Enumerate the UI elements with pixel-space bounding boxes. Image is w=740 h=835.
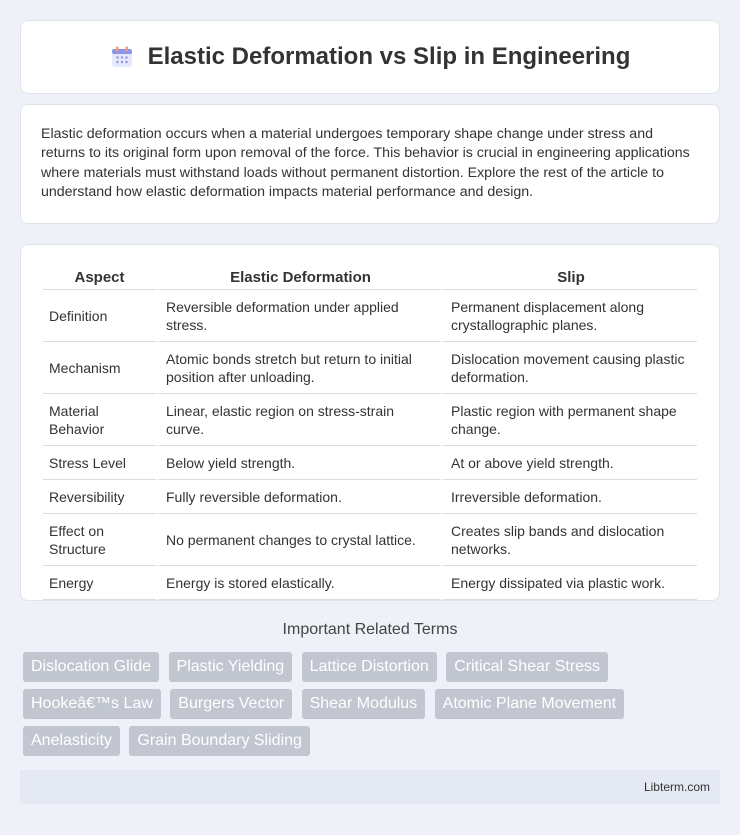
row-slip: Creates slip bands and dislocation networks. [441,514,697,566]
row-elastic: Energy is stored elastically. [156,566,441,600]
row-elastic: Below yield strength. [156,446,441,480]
footer-site-link[interactable]: Libterm.com [643,780,710,794]
row-aspect: Effect on Structure [43,514,156,566]
header-card [20,20,720,94]
row-elastic: No permanent changes to crystal lattice. [156,514,441,566]
row-elastic: Reversible deformation under applied stress. [156,290,441,342]
footer [20,770,720,804]
related-term-tag[interactable]: Burgers Vector [170,689,292,719]
row-elastic: Linear, elastic region on stress-strain curve. [156,394,441,446]
table-row [43,514,697,566]
row-slip: Plastic region with permanent shape change. [441,394,697,446]
row-slip: At or above yield strength. [441,446,697,480]
related-terms-list [23,652,723,763]
row-aspect: Material Behavior [43,394,156,446]
comparison-table [43,265,697,600]
row-slip: Energy dissipated via plastic work. [441,566,697,600]
table-row [43,566,697,600]
related-term-tag[interactable]: Shear Modulus [302,689,426,719]
related-terms-title: Important Related Terms [282,621,458,638]
related-term-tag[interactable]: Grain Boundary Sliding [129,726,310,756]
column-header-aspect: Aspect [43,265,156,290]
row-aspect: Stress Level [43,446,156,480]
row-aspect: Reversibility [43,480,156,514]
row-aspect: Definition [43,290,156,342]
related-term-tag[interactable]: Atomic Plane Movement [435,689,624,719]
row-slip: Permanent displacement along crystallographic planes. [441,290,697,342]
page-title: Elastic Deformation vs Slip in Engineering [147,43,631,70]
related-term-tag[interactable]: Plastic Yielding [169,652,293,682]
row-elastic: Fully reversible deformation. [156,480,441,514]
table-row [43,290,697,342]
row-elastic: Atomic bonds stretch but return to initial position after unloading. [156,342,441,394]
related-term-tag[interactable]: Dislocation Glide [23,652,159,682]
table-row [43,480,697,514]
comparison-card [20,244,720,601]
related-term-tag[interactable]: Hookeâ€™s Law [23,689,161,719]
row-slip: Dislocation movement causing plastic deformation. [441,342,697,394]
table-row [43,394,697,446]
column-header-elastic: Elastic Deformation [156,265,441,290]
row-slip: Irreversible deformation. [441,480,697,514]
table-row [43,342,697,394]
row-aspect: Mechanism [43,342,156,394]
related-term-tag[interactable]: Lattice Distortion [302,652,437,682]
intro-card [20,104,720,224]
intro-text: Elastic deformation occurs when a material undergoes temporary shape change under stress and returns to its original form upon removal of the force. This behavior is crucial in engineering applications where materials must withstand loads without permanent distortion. Explore the rest of the article to understand how elastic deformation impacts material performance and design. [41,126,690,201]
calendar-icon [110,45,134,69]
table-row [43,446,697,480]
column-header-slip: Slip [441,265,697,290]
related-term-tag[interactable]: Anelasticity [23,726,120,756]
row-aspect: Energy [43,566,156,600]
related-term-tag[interactable]: Critical Shear Stress [446,652,608,682]
table-header-row [43,265,697,290]
